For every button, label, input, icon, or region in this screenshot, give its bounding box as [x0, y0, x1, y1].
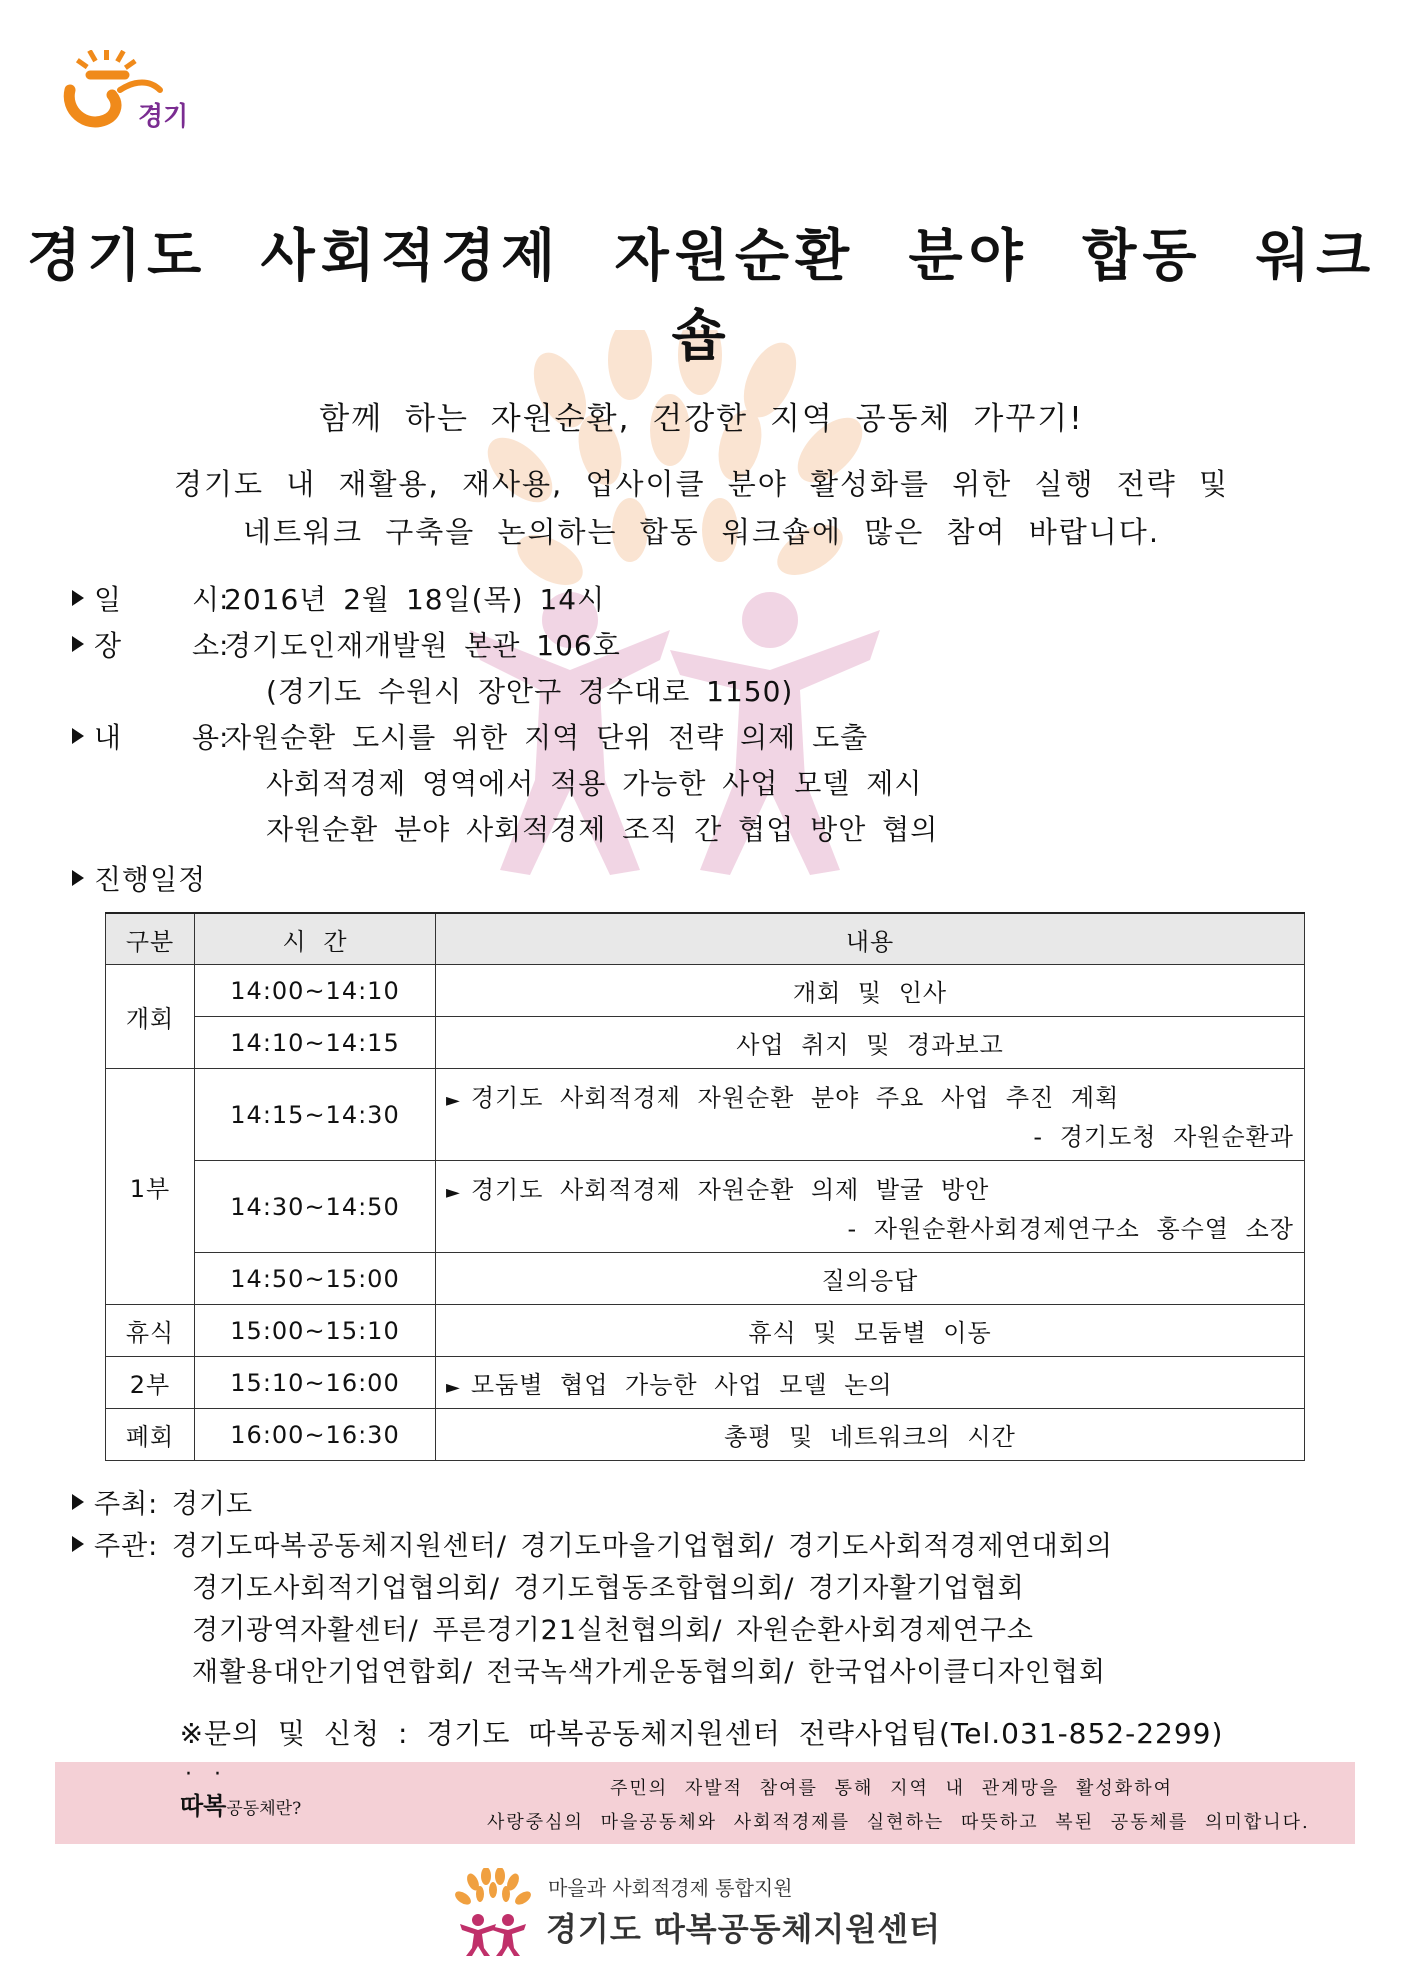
content-line-3: 자원순환 분야 사회적경제 조직 간 협업 방안 협의	[266, 813, 939, 846]
logo	[60, 50, 190, 140]
row-time: 14:30~14:50	[195, 1161, 436, 1253]
header-content: 내용	[436, 913, 1305, 965]
row-time: 15:00~15:10	[195, 1305, 436, 1357]
emphasis-dots-icon: ··	[185, 1762, 243, 1787]
row-time: 14:00~14:10	[195, 965, 436, 1017]
ttabok-desc-1: 주민의 자발적 참여를 통해 지역 내 관계망을 활성화하여	[610, 1778, 1173, 1799]
intro-line-1: 경기도 내 재활용, 재사용, 업사이클 분야 활성화를 위한 실행 전략 및	[174, 467, 1229, 501]
table-row	[106, 1161, 1305, 1253]
info-place: 장 소:경기도인재개발원 본관 106호	[72, 624, 621, 664]
footer-tagline: 마을과 사회적경제 통합지원	[548, 1876, 793, 1900]
footer-org-name: 경기도 따복공동체지원센터	[546, 1910, 942, 1948]
row-content: 사업 취지 및 경과보고	[436, 1017, 1305, 1069]
triangle-bullet-icon	[72, 636, 84, 652]
ttabok-desc-2: 사랑중심의 마을공동체와 사회적경제를 실현하는 따뜻하고 복된 공동체를 의미합니다.	[487, 1812, 1310, 1833]
row-time: 14:15~14:30	[195, 1069, 436, 1161]
row-content: 질의응답	[436, 1253, 1305, 1305]
schedule-table	[105, 912, 1305, 1461]
row-content: 휴식 및 모둠별 이동	[436, 1305, 1305, 1357]
triangle-bullet-icon	[72, 1536, 84, 1552]
host-line: 주최: 경기도	[72, 1482, 253, 1521]
date-value: 2016년 2월 18일(목) 14시	[224, 583, 606, 616]
table-row	[106, 1305, 1305, 1357]
page-title: 경기도 사회적경제 자원순환 분야 합동 워크숍	[26, 224, 1377, 369]
ttabok-definition-box	[55, 1762, 1355, 1844]
section-open: 개회	[106, 965, 195, 1069]
row-time: 14:10~14:15	[195, 1017, 436, 1069]
footer-logo	[448, 1868, 1008, 1968]
content-line-1: 자원순환 도시를 위한 지역 단위 전략 의제 도출	[224, 721, 869, 754]
section-part1: 1부	[106, 1069, 195, 1305]
organizers-line-4: 재활용대안기업연합회/ 전국녹색가게운동협의회/ 한국업사이클디자인협회	[192, 1657, 1106, 1688]
info-date: 일 시:2016년 2월 18일(목) 14시	[72, 578, 605, 618]
section-break: 휴식	[106, 1305, 195, 1357]
triangle-bullet-icon: ►	[446, 1181, 461, 1203]
host-value: 경기도	[171, 1489, 254, 1520]
row-time: 14:50~15:00	[195, 1253, 436, 1305]
organizers-line-1: 주관: 경기도따복공동체지원센터/ 경기도마을기업협회/ 경기도사회적경제연대회의	[72, 1524, 1113, 1563]
triangle-bullet-icon	[72, 590, 84, 606]
ttabok-question: 따복공동체란?	[180, 1791, 302, 1820]
table-header-row	[106, 913, 1305, 965]
subtitle: 함께 하는 자원순환, 건강한 지역 공동체 가꾸기!	[319, 401, 1084, 437]
row-content: ► 경기도 사회적경제 자원순환 분야 주요 사업 추진 계획 - 경기도청 자원순환과	[436, 1069, 1305, 1161]
row-presenter: - 경기도청 자원순환과	[1033, 1122, 1294, 1151]
section-part2: 2부	[106, 1357, 195, 1409]
section-close: 폐회	[106, 1409, 195, 1461]
triangle-bullet-icon	[72, 870, 84, 886]
place-address: (경기도 수원시 장안구 경수대로 1150)	[266, 675, 794, 708]
table-row	[106, 1357, 1305, 1409]
table-row	[106, 1253, 1305, 1305]
inquiry-line: ※문의 및 신청 : 경기도 따복공동체지원센터 전략사업팀(Tel.031-852-2299)	[179, 1717, 1224, 1750]
table-row	[106, 1017, 1305, 1069]
organizers-line-3: 경기광역자활센터/ 푸른경기21실천협의회/ 자원순환사회경제연구소	[192, 1615, 1035, 1646]
place-value: 경기도인재개발원 본관 106호	[224, 629, 621, 662]
tree-people-logo-icon	[448, 1868, 538, 1958]
row-content: 총평 및 네트워크의 시간	[436, 1409, 1305, 1461]
table-row	[106, 1409, 1305, 1461]
triangle-bullet-icon: ►	[446, 1377, 461, 1398]
table-row	[106, 965, 1305, 1017]
row-content: ► 경기도 사회적경제 자원순환 의제 발굴 방안 - 자원순환사회경제연구소 홍수열 소장	[436, 1161, 1305, 1253]
header-time: 시 간	[195, 913, 436, 965]
intro-line-2: 네트워크 구축을 논의하는 합동 워크숍에 많은 참여 바랍니다.	[242, 515, 1161, 549]
row-time: 15:10~16:00	[195, 1357, 436, 1409]
row-time: 16:00~16:30	[195, 1409, 436, 1461]
header-section: 구분	[106, 913, 195, 965]
triangle-bullet-icon	[72, 1494, 84, 1510]
logo-text: 경기	[138, 102, 189, 132]
table-row	[106, 1069, 1305, 1161]
triangle-bullet-icon	[72, 728, 84, 744]
organizers-line-2: 경기도사회적기업협의회/ 경기도협동조합협의회/ 경기자활기업협회	[192, 1573, 1025, 1604]
row-content: 개회 및 인사	[436, 965, 1305, 1017]
schedule-heading: 진행일정	[72, 858, 206, 898]
content-line-2: 사회적경제 영역에서 적용 가능한 사업 모델 제시	[266, 767, 923, 800]
triangle-bullet-icon: ►	[446, 1089, 461, 1111]
row-presenter: - 자원순환사회경제연구소 홍수열 소장	[847, 1214, 1294, 1243]
info-content: 내 용:자원순환 도시를 위한 지역 단위 전략 의제 도출	[72, 716, 868, 756]
row-content: ► 모둠별 협업 가능한 사업 모델 논의	[436, 1357, 1305, 1409]
